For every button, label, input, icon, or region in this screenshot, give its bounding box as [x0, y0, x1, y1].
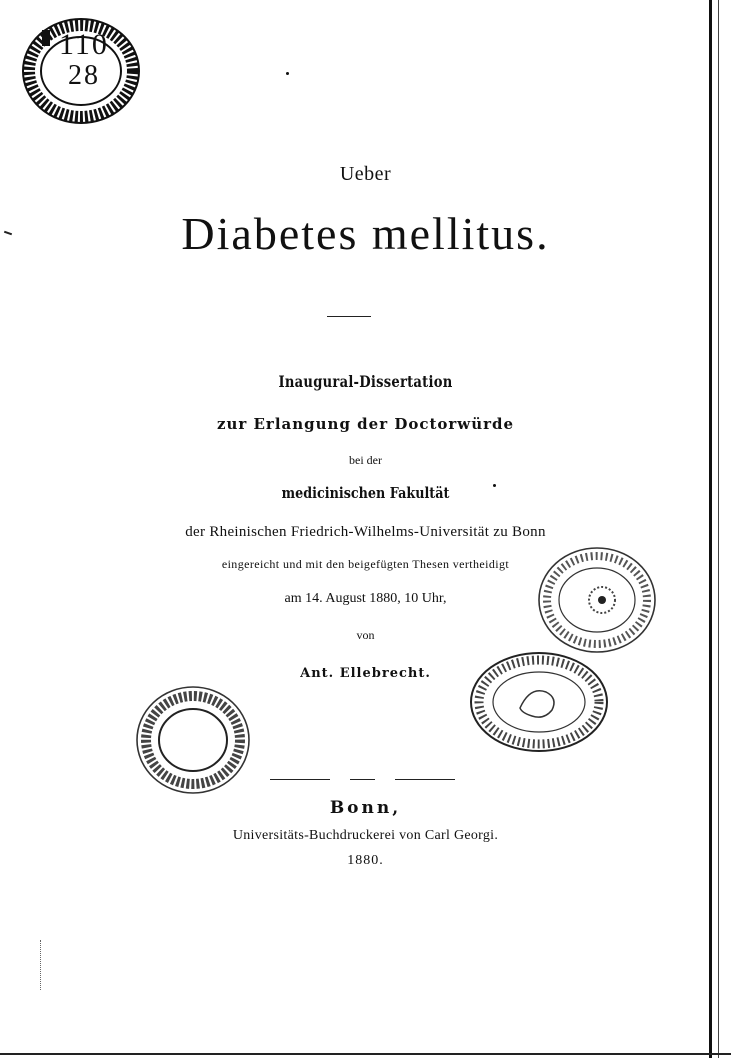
- main-title: Diabetes mellitus.: [181, 208, 550, 259]
- heading-ueber: Ueber: [339, 163, 392, 185]
- page-edge-bottom: [0, 1053, 731, 1055]
- library-stamp-right-lower: [468, 650, 610, 754]
- dissertation-label: Inaugural-Dissertation: [278, 372, 453, 391]
- scan-dots-left: [40, 940, 43, 990]
- bei-der-line: bei der: [349, 453, 382, 467]
- speck-top: [286, 72, 289, 75]
- faculty-line: medicinischen Fakultät: [281, 484, 450, 502]
- divider-bonn-2: [350, 779, 375, 780]
- stamp-number-bottom: 28: [68, 60, 100, 91]
- submitted-line: eingereicht und mit den beigefügten Thesen vertheidigt: [221, 557, 510, 571]
- divider-short: [327, 316, 371, 317]
- library-stamp-left-lower: [134, 684, 252, 796]
- university-line: der Rheinischen Friedrich-Wilhelms-Universität zu Bonn: [185, 524, 546, 540]
- date-line: am 14. August 1880, 10 Uhr,: [284, 591, 447, 606]
- city-line: Bonn,: [329, 798, 402, 818]
- purpose-line: zur Erlangung der Doctorwürde: [216, 415, 515, 433]
- divider-bonn-1: [270, 779, 330, 780]
- year-line: 1880.: [347, 853, 384, 868]
- author-line: Ant. Ellebrecht.: [300, 666, 431, 681]
- von-line: von: [356, 628, 375, 642]
- divider-bonn-3: [395, 779, 455, 780]
- stamp-number-top: 110: [59, 28, 109, 61]
- printer-line: Universitäts-Buchdruckerei von Carl Georgi.: [232, 828, 499, 843]
- library-stamp-right-upper: [536, 545, 658, 655]
